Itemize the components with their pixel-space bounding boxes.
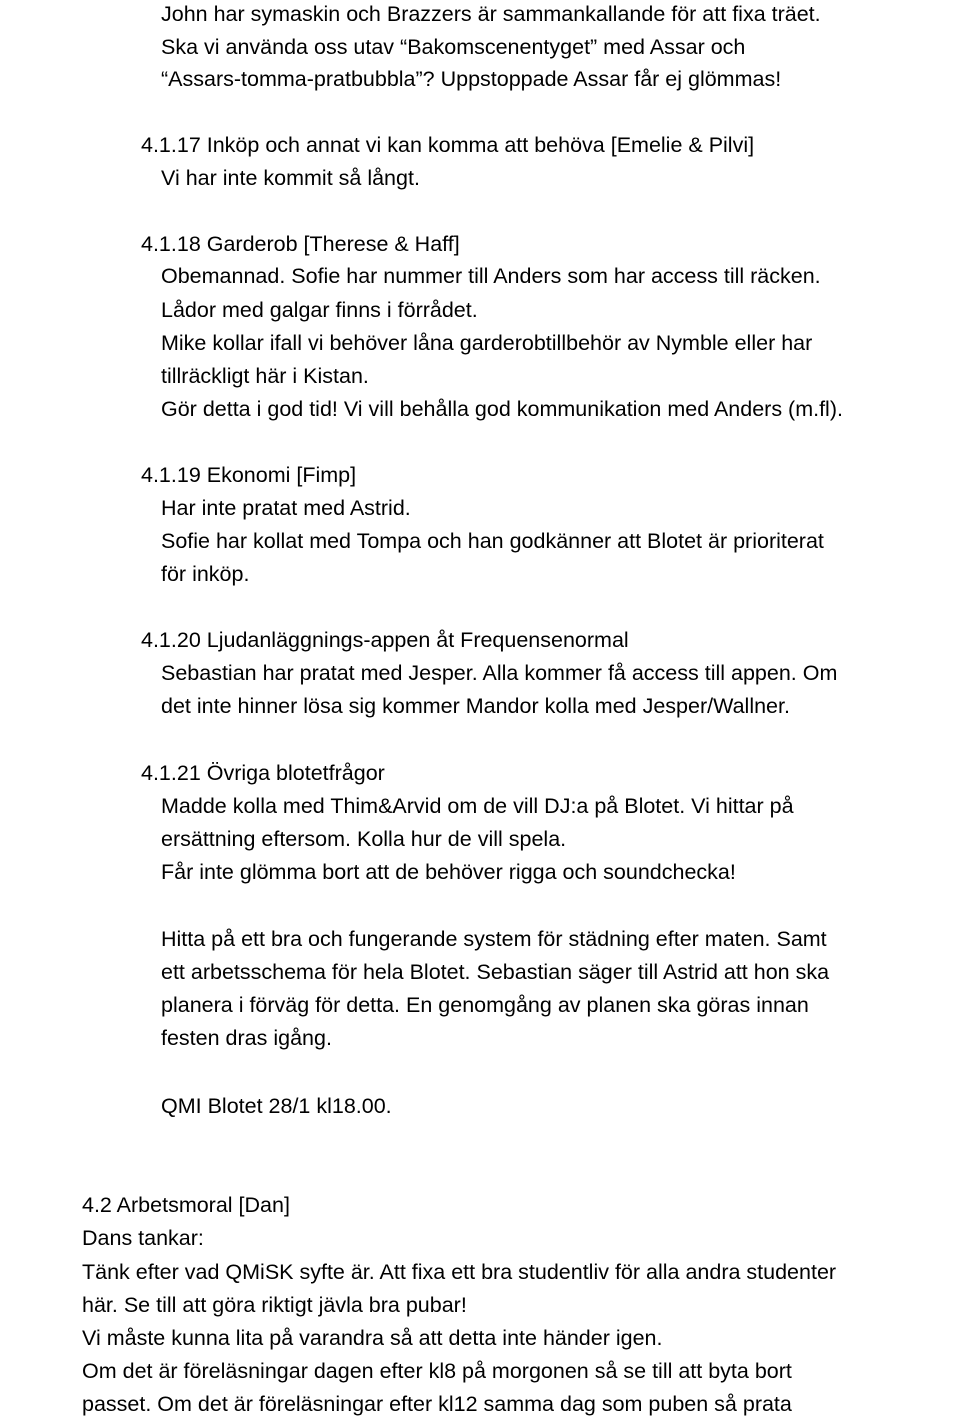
text-line: QMI Blotet 28/1 kl18.00. bbox=[161, 1094, 392, 1118]
section-heading-4-1-21: 4.1.21 Övriga blotetfrågor bbox=[141, 761, 385, 785]
text-line: Mike kollar ifall vi behöver låna garderobtillbehör av Nymble eller har bbox=[161, 331, 813, 355]
text-line: Om det är föreläsningar dagen efter kl8 på morgonen så se till att byta bort bbox=[82, 1359, 792, 1383]
text-line: Hitta på ett bra och fungerande system för städning efter maten. Samt bbox=[161, 927, 827, 951]
text-line: Obemannad. Sofie har nummer till Anders som har access till räcken. bbox=[161, 264, 821, 288]
text-line: Vi måste kunna lita på varandra så att detta inte händer igen. bbox=[82, 1326, 663, 1350]
section-heading-4-1-18: 4.1.18 Garderob [Therese & Haff] bbox=[141, 232, 460, 256]
text-line: Lådor med galgar finns i förrådet. bbox=[161, 298, 478, 322]
text-line: tillräckligt här i Kistan. bbox=[161, 364, 369, 388]
text-line: här. Se till att göra riktigt jävla bra pubar! bbox=[82, 1293, 467, 1317]
section-heading-4-1-19: 4.1.19 Ekonomi [Fimp] bbox=[141, 463, 357, 487]
text-line: Sebastian har pratat med Jesper. Alla kommer få access till appen. Om bbox=[161, 661, 838, 685]
section-heading-4-1-17: 4.1.17 Inköp och annat vi kan komma att behöva [Emelie & Pilvi] bbox=[141, 133, 755, 157]
text-line: Har inte pratat med Astrid. bbox=[161, 496, 411, 520]
text-line: Får inte glömma bort att de behöver rigga och soundchecka! bbox=[161, 860, 736, 884]
text-line: “Assars-tomma-pratbubbla”? Uppstoppade Assar får ej glömmas! bbox=[161, 67, 782, 91]
text-line: festen dras igång. bbox=[161, 1026, 332, 1050]
section-heading-4-2: 4.2 Arbetsmoral [Dan] bbox=[82, 1193, 290, 1217]
text-line: Ska vi använda oss utav “Bakomscenentyget” med Assar och bbox=[161, 35, 746, 59]
text-line: John har symaskin och Brazzers är sammankallande för att fixa träet. bbox=[161, 2, 821, 26]
text-line: för inköp. bbox=[161, 562, 250, 586]
text-line: Madde kolla med Thim&Arvid om de vill DJ:a på Blotet. Vi hittar på bbox=[161, 794, 794, 818]
text-line: ersättning eftersom. Kolla hur de vill spela. bbox=[161, 827, 567, 851]
text-line: ett arbetsschema för hela Blotet. Sebastian säger till Astrid att hon ska bbox=[161, 960, 830, 984]
text-line: passet. Om det är föreläsningar efter kl12 samma dag som puben så prata bbox=[82, 1392, 792, 1416]
section-heading-4-1-20: 4.1.20 Ljudanläggnings-appen åt Frequensenormal bbox=[141, 628, 629, 652]
text-line: det inte hinner lösa sig kommer Mandor kolla med Jesper/Wallner. bbox=[161, 694, 790, 718]
text-line: Gör detta i god tid! Vi vill behålla god kommunikation med Anders (m.fl). bbox=[161, 397, 843, 421]
text-line: Dans tankar: bbox=[82, 1226, 204, 1250]
text-line: Vi har inte kommit så långt. bbox=[161, 166, 420, 190]
text-line: Tänk efter vad QMiSK syfte är. Att fixa ett bra studentliv för alla andra studenter bbox=[82, 1260, 837, 1284]
text-line: planera i förväg för detta. En genomgång av planen ska göras innan bbox=[161, 993, 809, 1017]
text-line: Sofie har kollat med Tompa och han godkänner att Blotet är prioriterat bbox=[161, 529, 824, 553]
